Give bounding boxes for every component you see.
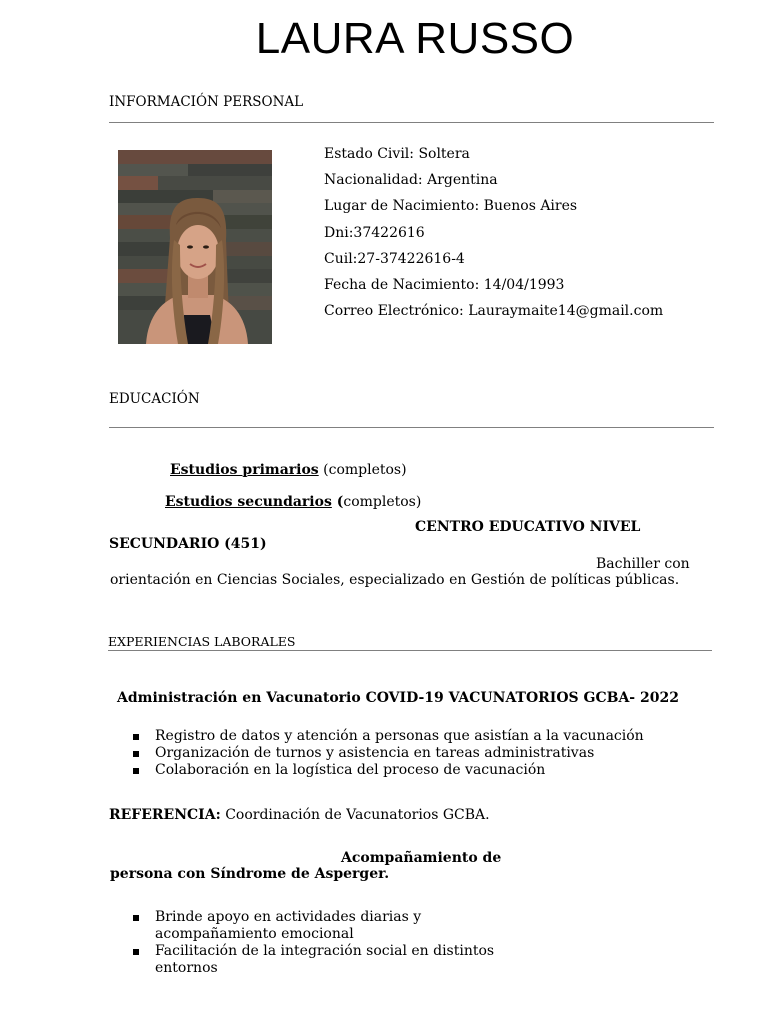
list-item: Facilitación de la integración social en distintos entornos — [130, 943, 510, 977]
job2-bullet-list — [130, 909, 530, 977]
education-primary — [170, 462, 407, 478]
job1-title: Administración en Vacunatorio COVID-19 VACUNATORIOS GCBA- 2022 — [117, 690, 679, 706]
degree-line1: Bachiller con — [596, 556, 690, 572]
school-name-line1: CENTRO EDUCATIVO NIVEL — [415, 519, 641, 535]
profile-photo — [118, 150, 272, 344]
job2-title-line1: Acompañamiento de — [341, 850, 502, 866]
section-title-education: EDUCACIÓN — [109, 391, 200, 407]
job1-reference — [109, 807, 490, 823]
section-title-personal: INFORMACIÓN PERSONAL — [109, 94, 304, 110]
education-primary-status: (completos) — [318, 462, 407, 478]
info-dni: Dni:37422616 — [324, 225, 425, 241]
section-divider-experience — [108, 650, 712, 651]
school-name-line2: SECUNDARIO (451) — [109, 536, 267, 552]
resume-name: LAURA RUSSO — [255, 14, 575, 63]
section-divider-education — [109, 427, 714, 428]
info-email: Correo Electrónico: Lauraymaite14@gmail.com — [324, 303, 664, 319]
education-secondary-status: completos) — [343, 494, 422, 510]
info-nationality: Nacionalidad: Argentina — [324, 172, 498, 188]
info-cuil: Cuil:27-37422616-4 — [324, 251, 465, 267]
degree-line2: orientación en Ciencias Sociales, especializado en Gestión de políticas públicas. — [110, 572, 680, 588]
education-secondary-label: Estudios secundarios — [165, 494, 332, 510]
info-birthdate: Fecha de Nacimiento: 14/04/1993 — [324, 277, 565, 293]
job1-reference-label: REFERENCIA: — [109, 807, 221, 823]
info-civil-status: Estado Civil: Soltera — [324, 146, 470, 162]
job2-title-line2: persona con Síndrome de Asperger. — [110, 866, 390, 882]
list-item: Colaboración en la logística del proceso de vacunación — [130, 762, 690, 779]
list-item: Organización de turnos y asistencia en tareas administrativas — [130, 745, 690, 762]
education-secondary-paren: ( — [331, 494, 344, 510]
info-birthplace: Lugar de Nacimiento: Buenos Aires — [324, 198, 578, 214]
job1-reference-value: Coordinación de Vacunatorios GCBA. — [220, 807, 490, 823]
education-secondary — [165, 494, 421, 510]
education-primary-label: Estudios primarios — [170, 462, 319, 478]
job1-bullet-list — [130, 728, 690, 779]
section-divider-personal — [109, 122, 714, 123]
list-item: Registro de datos y atención a personas que asistían a la vacunación — [130, 728, 690, 745]
list-item: Brinde apoyo en actividades diarias y acompañamiento emocional — [130, 909, 455, 943]
section-title-experience: EXPERIENCIAS LABORALES — [108, 634, 296, 649]
